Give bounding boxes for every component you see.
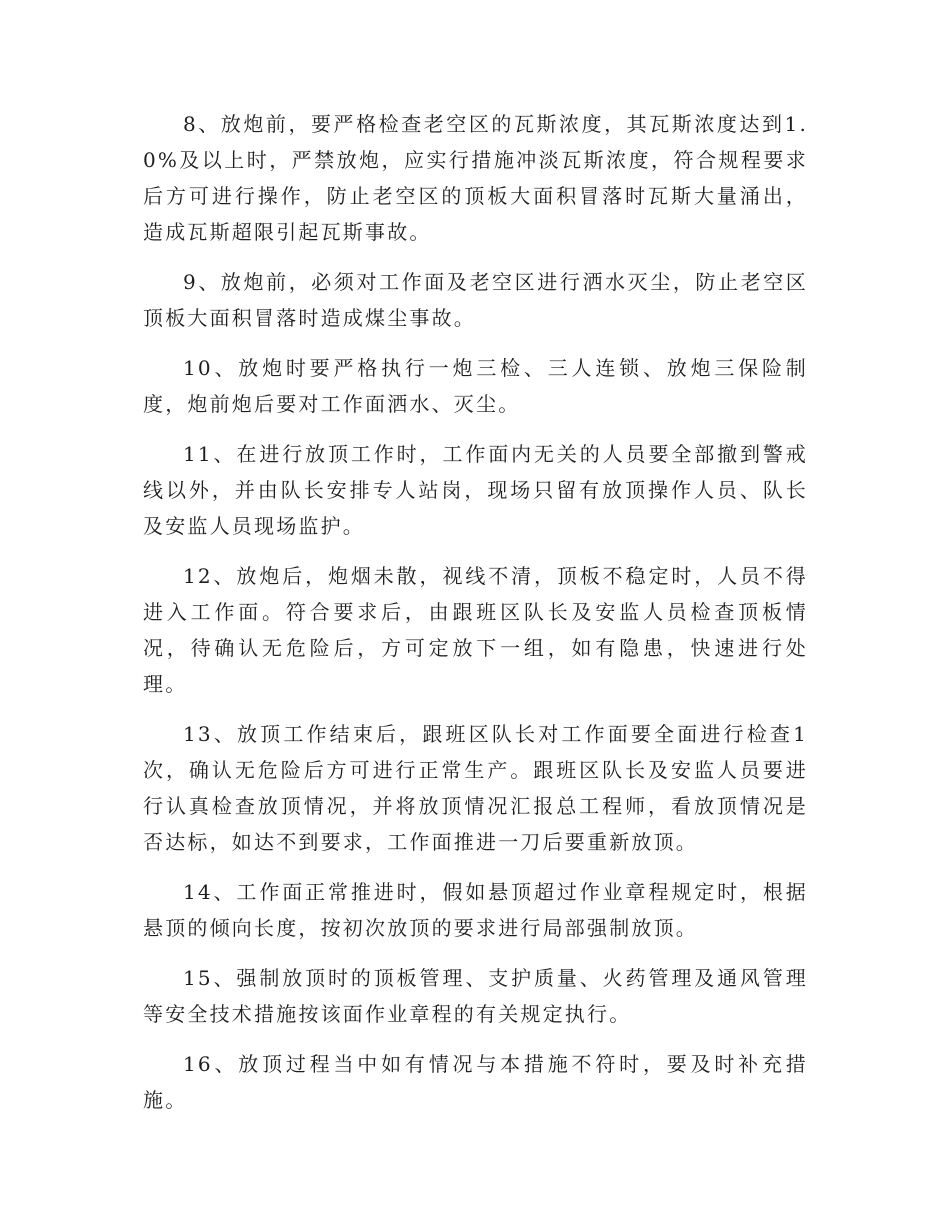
paragraph-item-15: 15、强制放顶时的顶板管理、支护质量、火药管理及通风管理等安全技术措施按该面作业章程的有关规定执行。 <box>143 966 808 1026</box>
paragraph-item-12: 12、放炮后，炮烟未散，视线不清，顶板不稳定时，人员不得进入工作面。符合要求后，由跟班区队长及安监人员检查顶板情况，待确认无危险后，方可定放下一组，如有隐患，快速进行处理。 <box>143 564 808 696</box>
paragraph-item-11: 11、在进行放顶工作时，工作面内无关的人员要全部撤到警戒线以外，并由队长安排专人站岗，现场只留有放顶操作人员、队长及安监人员现场监护。 <box>143 442 808 538</box>
paragraph-item-10: 10、放炮时要严格执行一炮三检、三人连锁、放炮三保险制度，炮前炮后要对工作面洒水、灭尘。 <box>143 356 808 416</box>
paragraph-item-8: 8、放炮前，要严格检查老空区的瓦斯浓度，其瓦斯浓度达到1.0%及以上时，严禁放炮，应实行措施冲淡瓦斯浓度，符合规程要求后方可进行操作，防止老空区的顶板大面积冒落时瓦斯大量涌出，造成瓦斯超限引起瓦斯事故。 <box>143 112 808 244</box>
paragraph-item-14: 14、工作面正常推进时，假如悬顶超过作业章程规定时，根据悬顶的倾向长度，按初次放顶的要求进行局部强制放顶。 <box>143 880 808 940</box>
document-body <box>143 106 808 1132</box>
paragraph-item-16: 16、放顶过程当中如有情况与本措施不符时，要及时补充措施。 <box>143 1052 808 1112</box>
paragraph-item-9: 9、放炮前，必须对工作面及老空区进行洒水灭尘，防止老空区顶板大面积冒落时造成煤尘事故。 <box>143 270 808 330</box>
paragraph-item-13: 13、放顶工作结束后，跟班区队长对工作面要全面进行检查1次，确认无危险后方可进行正常生产。跟班区队长及安监人员要进行认真检查放顶情况，并将放顶情况汇报总工程师，看放顶情况是否达标，如达不到要求，工作面推进一刀后要重新放顶。 <box>143 722 808 854</box>
